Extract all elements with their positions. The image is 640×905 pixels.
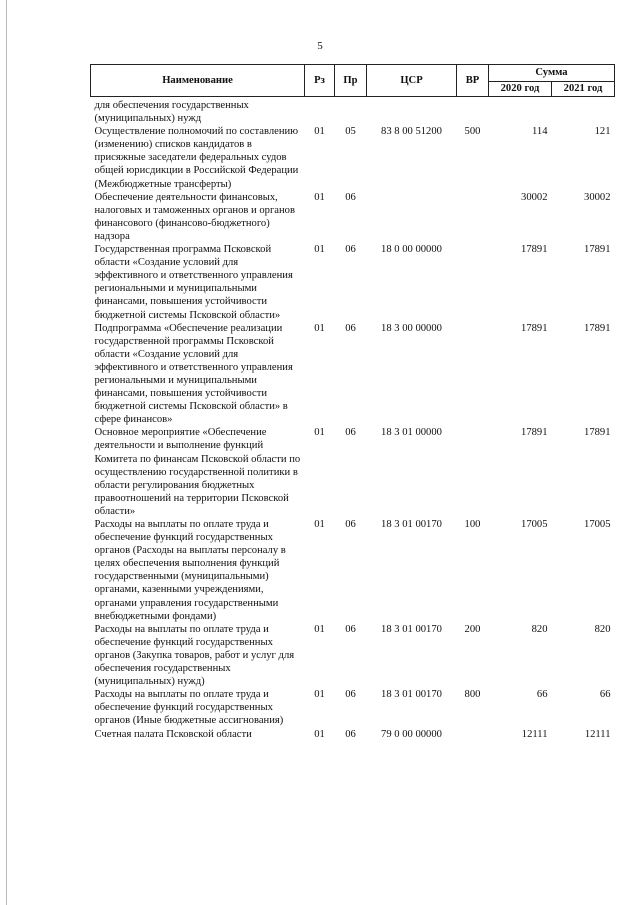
cell-y2: 17891 — [584, 427, 611, 439]
cell-pr: 06 — [345, 191, 356, 203]
table-row — [91, 623, 615, 688]
header-pr: Пр — [335, 65, 367, 97]
cell-rz: 01 — [314, 623, 325, 635]
table-row — [91, 688, 615, 727]
cell-name: Расходы на выплаты по оплате труда и обеспечение функций государственных органов (Расходы на выплаты персоналу в целях обеспечения выполнения функций государственными (муниципальными) органами, казенными учреждениями, органами управления государственными внебюджетными фондами) — [94, 519, 286, 622]
cell-csr: 18 3 01 00170 — [381, 519, 442, 530]
table-row — [91, 322, 615, 427]
cell-y2: 66 — [599, 689, 611, 701]
cell-y2: 12111 — [584, 728, 611, 740]
cell-rz: 01 — [314, 191, 325, 203]
cell-pr: 06 — [345, 322, 356, 334]
cell-pr — [335, 97, 367, 126]
table-header — [91, 65, 615, 97]
cell-csr: 79 0 00 00000 — [381, 728, 442, 740]
page-number: 5 — [317, 40, 323, 52]
cell-rz — [305, 97, 335, 126]
cell-name: Расходы на выплаты по оплате труда и обеспечение функций государственных органов (Закупка товаров, работ и услуг для обеспечения государственных (муниципальных) нужд) — [94, 623, 295, 688]
cell-name: Основное мероприятие «Обеспечение деятельности и выполнение функций Комитета по финансам Псковской области по осуществлению государственной политики в области регулирования бюджетных правоотношений на территории Псковской области» — [94, 427, 301, 517]
cell-name: Осуществление полномочий по составлению (изменению) списков кандидатов в присяжные заседатели федеральных судов общей юрисдикции в Российской Федерации (Межбюджетные трансферты) — [94, 126, 299, 190]
cell-rz: 01 — [314, 244, 325, 256]
cell-y2: 17891 — [584, 244, 611, 256]
cell-vr: 200 — [464, 623, 481, 635]
table-row — [91, 518, 615, 623]
table-body — [91, 97, 615, 741]
cell-y1: 17005 — [521, 519, 548, 530]
header-year-2020: 2020 год — [489, 82, 552, 97]
cell-y2: 17891 — [584, 322, 611, 334]
cell-y1: 17891 — [521, 427, 548, 439]
cell-y2: 17005 — [584, 519, 611, 530]
budget-table — [90, 64, 615, 741]
cell-rz: 01 — [314, 519, 325, 530]
cell-csr: 18 0 00 00000 — [381, 244, 442, 256]
cell-pr: 06 — [345, 728, 356, 740]
cell-csr: 18 3 01 00170 — [381, 689, 442, 701]
cell-y2: 30002 — [584, 191, 611, 203]
cell-name: Подпрограмма «Обеспечение реализации государственной программы Псковской области «Создание условий для эффективного и ответственного управления региональными и муниципальными финансами, повышения устойчивости бюджетной системы Псковской области» в сфере финансов» — [94, 322, 293, 426]
cell-rz: 01 — [314, 728, 325, 740]
cell-rz: 01 — [314, 126, 325, 138]
cell-vr: 800 — [464, 689, 481, 701]
cell-csr: 18 3 01 00170 — [381, 623, 442, 635]
cell-pr: 06 — [345, 519, 356, 530]
cell-y2: 820 — [594, 623, 611, 635]
cell-vr — [457, 97, 489, 126]
cell-y2 — [552, 97, 615, 126]
cell-y1 — [489, 97, 552, 126]
cell-csr — [367, 97, 457, 126]
cell-pr: 06 — [345, 427, 356, 439]
table-row — [91, 728, 615, 741]
cell-vr — [457, 243, 489, 322]
header-sum: Сумма — [489, 65, 615, 82]
header-name: Наименование — [91, 65, 305, 97]
cell-y1: 114 — [532, 126, 548, 138]
cell-name: Обеспечение деятельности финансовых, налоговых и таможенных органов и органов финансового (финансово-бюджетного) надзора — [94, 191, 295, 242]
table-row — [91, 125, 615, 190]
cell-vr — [457, 728, 489, 741]
cell-y1: 66 — [536, 689, 548, 701]
table-row — [91, 97, 615, 126]
cell-vr: 500 — [464, 126, 481, 138]
header-year-2021: 2021 год — [552, 82, 615, 97]
cell-pr: 05 — [345, 126, 356, 138]
scan-edge-line — [6, 0, 7, 905]
cell-name: Государственная программа Псковской области «Создание условий для эффективного и ответственного управления региональными и муниципальными финансами, повышения устойчивости бюджетной системы Псковской области» — [94, 244, 293, 321]
cell-y1: 30002 — [521, 191, 548, 203]
cell-name: Счетная палата Псковской области — [94, 728, 252, 740]
cell-pr: 06 — [345, 244, 356, 256]
cell-y1: 17891 — [521, 244, 548, 256]
table-row — [91, 243, 615, 322]
cell-vr — [457, 191, 489, 243]
cell-pr: 06 — [345, 623, 356, 635]
cell-vr: 100 — [464, 519, 481, 530]
table-row — [91, 191, 615, 243]
cell-csr: 18 3 01 00000 — [381, 427, 442, 439]
cell-csr — [367, 191, 457, 243]
cell-vr — [457, 426, 489, 518]
header-rz: Рз — [305, 65, 335, 97]
cell-name: Расходы на выплаты по оплате труда и обеспечение функций государственных органов (Иные бюджетные ассигнования) — [94, 689, 284, 727]
cell-y1: 17891 — [521, 322, 548, 334]
cell-rz: 01 — [314, 322, 325, 334]
cell-vr — [457, 322, 489, 427]
cell-name: для обеспечения государственных (муниципальных) нужд — [94, 100, 249, 125]
cell-pr: 06 — [345, 689, 356, 701]
cell-y2: 121 — [594, 126, 611, 138]
cell-y1: 820 — [531, 623, 548, 635]
header-csr: ЦСР — [367, 65, 457, 97]
cell-rz: 01 — [314, 427, 325, 439]
cell-csr: 83 8 00 51200 — [381, 126, 442, 138]
cell-rz: 01 — [314, 689, 325, 701]
cell-y1: 12111 — [521, 728, 548, 740]
table-row — [91, 426, 615, 518]
cell-csr: 18 3 00 00000 — [381, 322, 442, 334]
header-vr: ВР — [457, 65, 489, 97]
